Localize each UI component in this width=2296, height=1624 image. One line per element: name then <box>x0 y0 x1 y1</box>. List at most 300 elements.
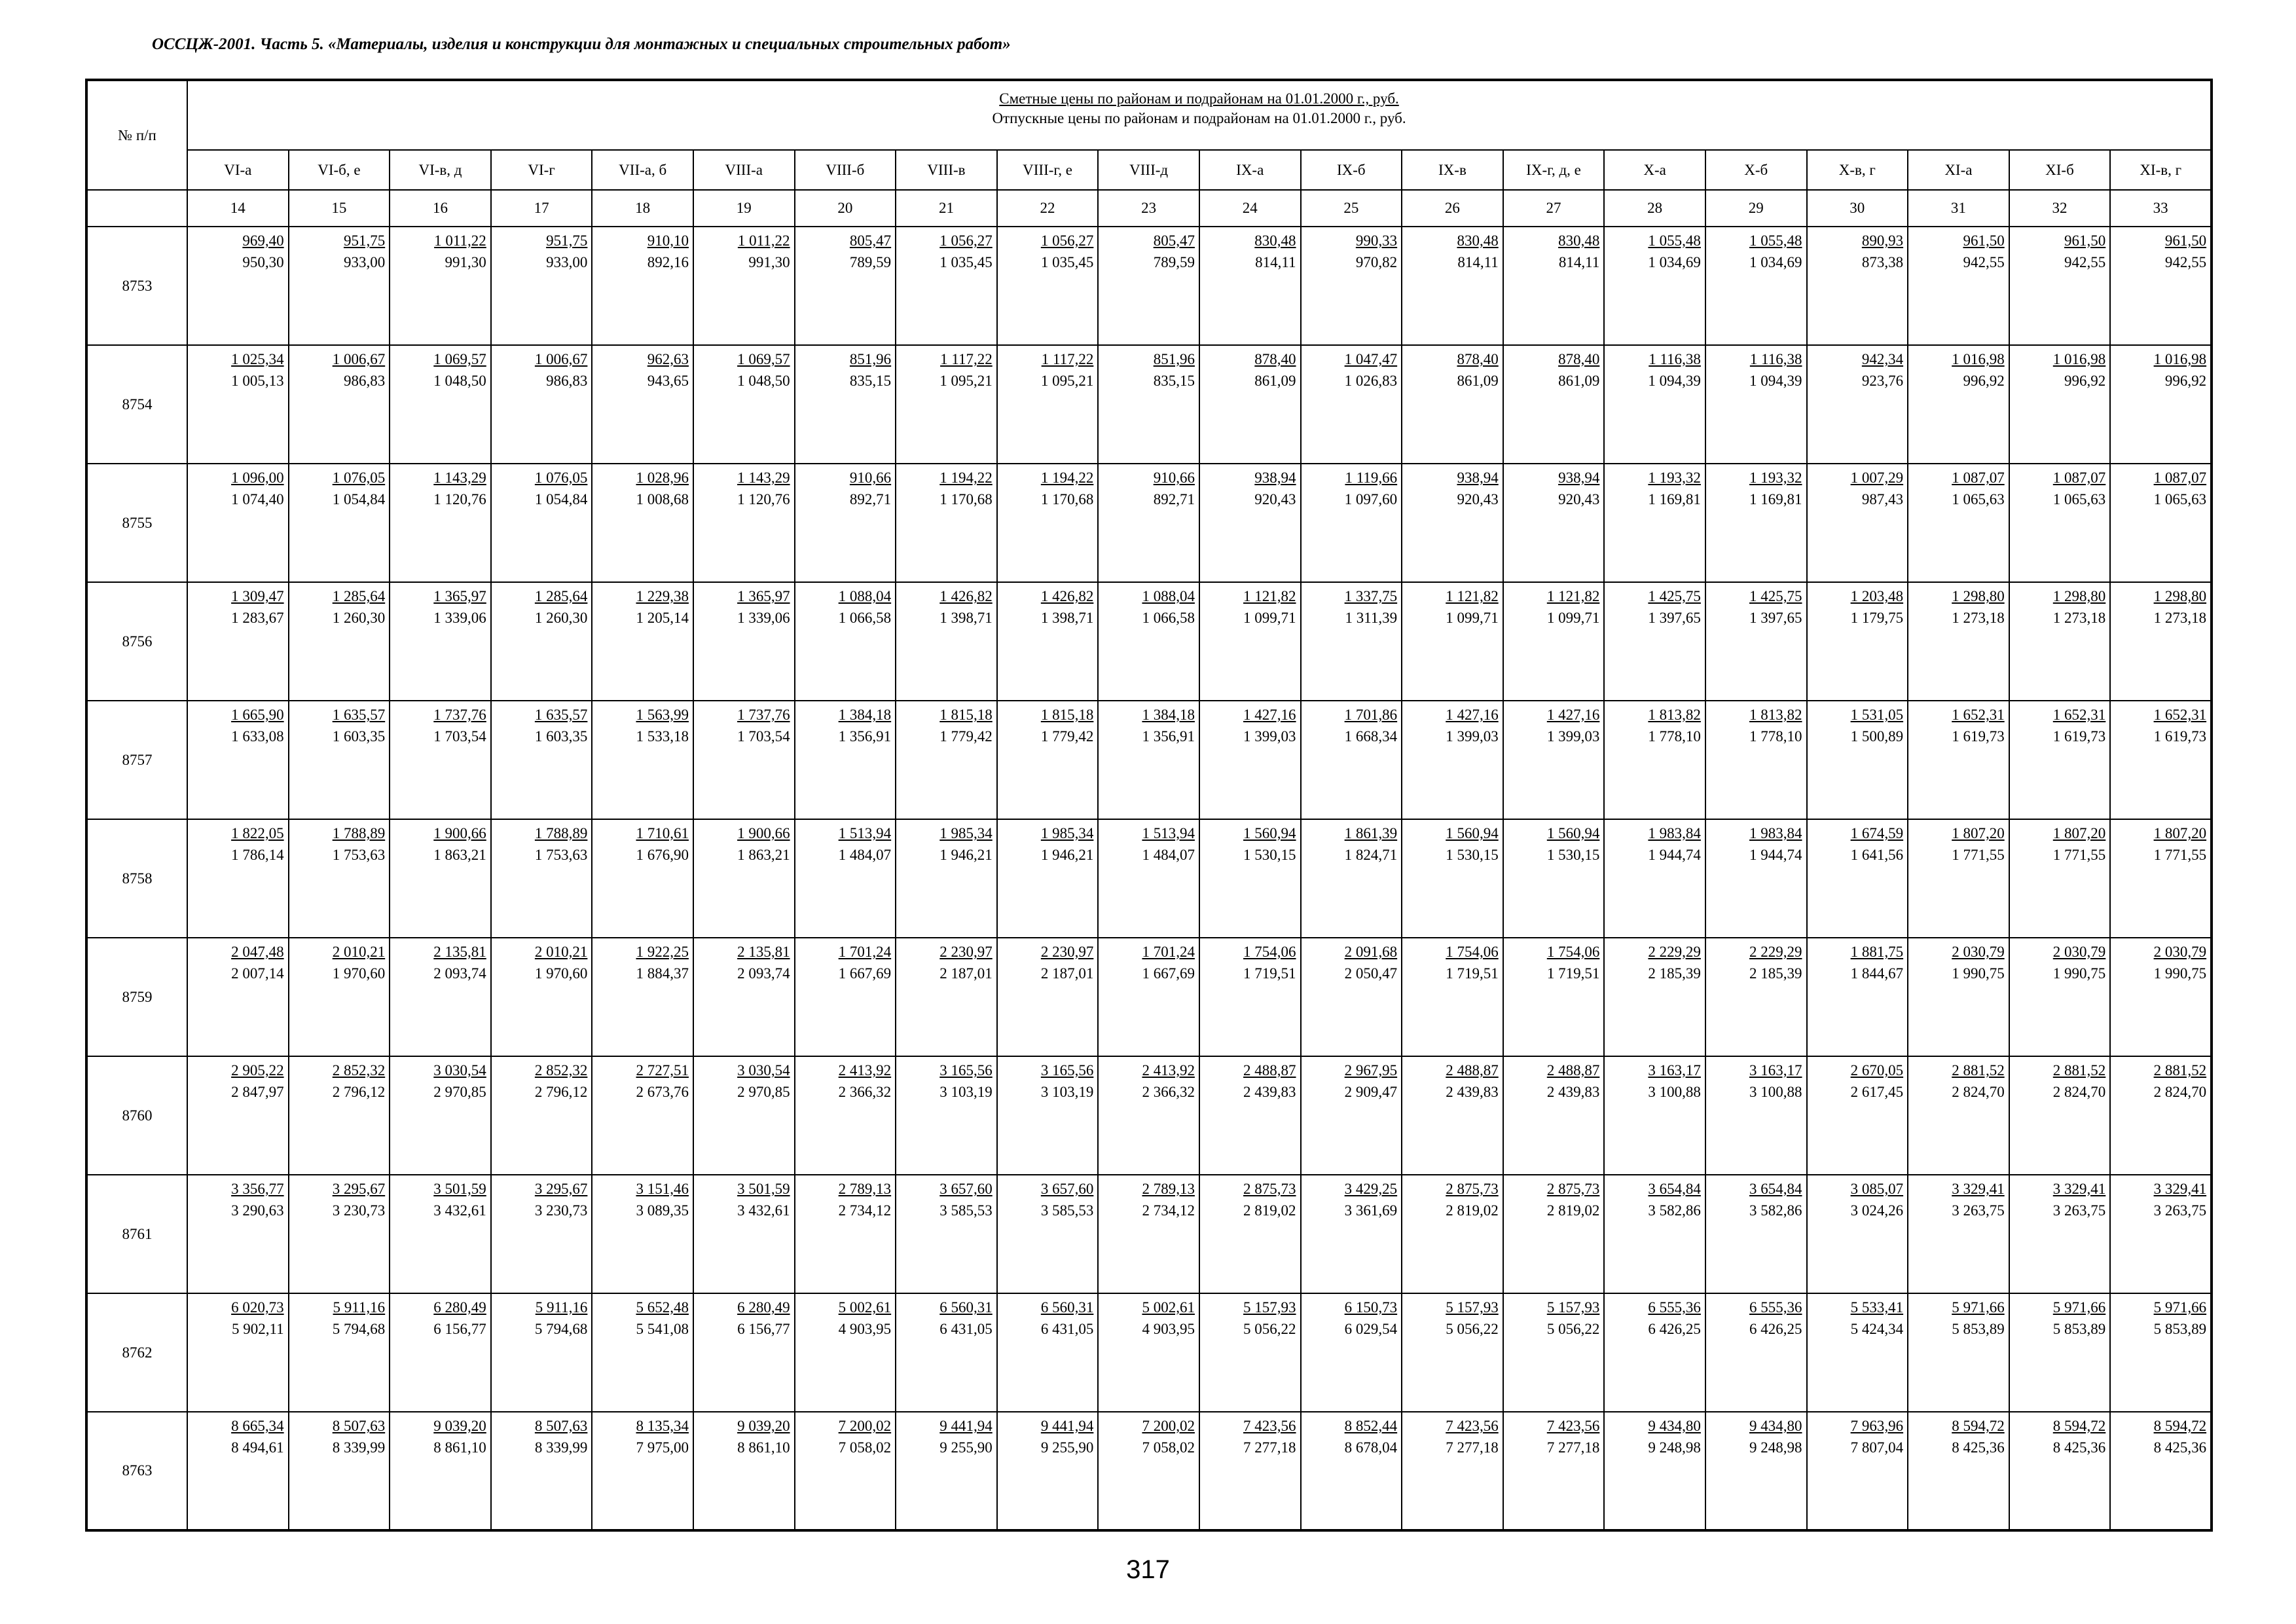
estimate-price: 7 423,56 <box>1546 1418 1600 1434</box>
estimate-price: 1 674,59 <box>1850 825 1904 841</box>
estimate-price: 938,94 <box>1254 470 1296 486</box>
price-cell <box>1301 582 1402 701</box>
price-cell <box>896 582 997 701</box>
price-cell <box>693 1293 795 1412</box>
estimate-price: 2 030,79 <box>1952 944 2005 960</box>
price-cell <box>187 701 289 819</box>
estimate-price: 8 594,72 <box>1952 1418 2005 1434</box>
price-cell <box>289 227 390 345</box>
price-cell <box>1301 701 1402 819</box>
release-price: 2 819,02 <box>1446 1202 1499 1219</box>
estimate-price: 3 085,07 <box>1850 1181 1904 1197</box>
estimate-price: 3 429,25 <box>1344 1181 1398 1197</box>
column-number: 32 <box>2009 190 2111 227</box>
price-cell <box>1705 701 1807 819</box>
price-cell <box>997 1175 1099 1293</box>
estimate-price: 2 488,87 <box>1546 1062 1600 1079</box>
district-header: IX-б <box>1301 150 1402 190</box>
price-cell <box>1402 582 1503 701</box>
price-cell <box>592 345 693 464</box>
estimate-price: 1 822,05 <box>231 825 284 841</box>
price-cell <box>1301 1175 1402 1293</box>
estimate-price: 1 229,38 <box>636 588 689 604</box>
release-price: 1 397,65 <box>1648 610 1701 627</box>
release-price: 2 439,83 <box>1243 1084 1296 1101</box>
release-price: 1 771,55 <box>2052 847 2106 864</box>
release-price: 5 853,89 <box>2052 1321 2106 1338</box>
estimate-price: 2 881,52 <box>1952 1062 2005 1079</box>
release-price: 2 185,39 <box>1648 965 1701 982</box>
price-cell <box>1098 227 1199 345</box>
estimate-price: 2 091,68 <box>1344 944 1398 960</box>
release-price: 9 248,98 <box>1749 1439 1802 1456</box>
estimate-price: 6 555,36 <box>1749 1299 1802 1316</box>
price-cell <box>2009 582 2111 701</box>
release-price: 950,30 <box>242 254 284 271</box>
release-price: 873,38 <box>1861 254 1904 271</box>
price-cell <box>1503 227 1605 345</box>
price-cell <box>289 1412 390 1530</box>
price-cell <box>1402 227 1503 345</box>
release-price: 1 946,21 <box>939 847 993 864</box>
estimate-price: 8 665,34 <box>231 1418 284 1434</box>
release-price: 9 255,90 <box>939 1439 993 1456</box>
price-cell <box>1503 345 1605 464</box>
release-price: 1 066,58 <box>1142 610 1195 627</box>
estimate-price: 962,63 <box>647 351 689 367</box>
estimate-price: 2 875,73 <box>1243 1181 1296 1197</box>
price-cell <box>896 1056 997 1175</box>
release-price: 1 603,35 <box>332 728 386 745</box>
release-price: 1 095,21 <box>1040 373 1094 390</box>
release-price: 1 863,21 <box>433 847 486 864</box>
price-cell <box>997 819 1099 938</box>
price-cell <box>390 701 491 819</box>
estimate-price: 1 056,27 <box>1040 232 1094 249</box>
price-cell <box>592 582 693 701</box>
price-cell <box>1503 464 1605 582</box>
release-price: 923,76 <box>1861 373 1904 390</box>
estimate-price: 1 652,31 <box>2052 707 2106 723</box>
estimate-price: 890,93 <box>1861 232 1904 249</box>
district-header: VII-а, б <box>592 150 693 190</box>
release-price: 2 734,12 <box>1142 1202 1195 1219</box>
price-cell <box>187 819 289 938</box>
estimate-price: 961,50 <box>1963 232 2005 249</box>
estimate-price: 1 119,66 <box>1345 470 1398 486</box>
estimate-price: 3 654,84 <box>1749 1181 1802 1197</box>
estimate-price: 878,40 <box>1457 351 1499 367</box>
estimate-price: 1 121,82 <box>1446 588 1499 604</box>
release-price: 1 397,65 <box>1749 610 1802 627</box>
release-price: 1 169,81 <box>1648 491 1701 508</box>
estimate-price: 1 384,18 <box>1142 707 1195 723</box>
release-price: 892,71 <box>849 491 892 508</box>
estimate-price: 1 087,07 <box>2153 470 2207 486</box>
price-cell <box>1705 1175 1807 1293</box>
release-price: 2 366,32 <box>1142 1084 1195 1101</box>
release-price: 1 099,71 <box>1446 610 1499 627</box>
release-price: 814,11 <box>1558 254 1600 271</box>
estimate-price: 5 157,93 <box>1446 1299 1499 1316</box>
price-cell <box>592 1056 693 1175</box>
column-number-empty <box>86 190 187 227</box>
estimate-price: 1 016,98 <box>2153 351 2207 367</box>
release-price: 1 667,69 <box>838 965 892 982</box>
price-cell <box>1807 1056 1908 1175</box>
price-cell <box>1604 345 1705 464</box>
price-cell <box>1402 464 1503 582</box>
price-cell <box>1604 938 1705 1056</box>
estimate-price: 951,75 <box>546 232 588 249</box>
estimate-price: 1 427,16 <box>1546 707 1600 723</box>
price-cell <box>1604 1412 1705 1530</box>
price-cell <box>187 1412 289 1530</box>
release-price: 1 641,56 <box>1850 847 1904 864</box>
price-cell <box>1604 1293 1705 1412</box>
estimate-price: 2 229,29 <box>1749 944 1802 960</box>
release-price: 8 861,10 <box>737 1439 790 1456</box>
estimate-price: 1 025,34 <box>231 351 284 367</box>
release-price: 3 089,35 <box>636 1202 689 1219</box>
release-price: 1 530,15 <box>1243 847 1296 864</box>
estimate-price: 1 194,22 <box>1040 470 1094 486</box>
release-price: 933,00 <box>343 254 386 271</box>
estimate-price: 2 875,73 <box>1546 1181 1600 1197</box>
release-price: 1 034,69 <box>1749 254 1802 271</box>
estimate-price: 1 788,89 <box>534 825 588 841</box>
estimate-price: 2 135,81 <box>433 944 486 960</box>
district-header: XI-б <box>2009 150 2111 190</box>
price-cell <box>592 701 693 819</box>
release-price: 1 048,50 <box>433 373 486 390</box>
estimate-price: 1 665,90 <box>231 707 284 723</box>
release-price: 5 794,68 <box>534 1321 588 1338</box>
price-cell <box>997 938 1099 1056</box>
release-price: 1 399,03 <box>1546 728 1600 745</box>
estimate-price: 3 329,41 <box>2153 1181 2207 1197</box>
release-price: 3 582,86 <box>1648 1202 1701 1219</box>
estimate-price: 1 337,75 <box>1344 588 1398 604</box>
estimate-price: 3 151,46 <box>636 1181 689 1197</box>
estimate-price: 1 076,05 <box>534 470 588 486</box>
price-cell <box>1301 1412 1402 1530</box>
price-cell <box>693 227 795 345</box>
price-cell <box>1301 1056 1402 1175</box>
release-price: 1 283,67 <box>231 610 284 627</box>
price-cell <box>795 464 896 582</box>
estimate-price: 1 807,20 <box>2052 825 2106 841</box>
column-number: 22 <box>997 190 1099 227</box>
release-price: 1 169,81 <box>1749 491 1802 508</box>
estimate-price: 1 087,07 <box>1952 470 2005 486</box>
release-price: 2 970,85 <box>433 1084 486 1101</box>
estimate-price: 6 555,36 <box>1648 1299 1701 1316</box>
estimate-price: 2 413,92 <box>838 1062 892 1079</box>
release-price: 861,09 <box>1558 373 1600 390</box>
estimate-price: 5 911,16 <box>333 1299 386 1316</box>
price-cell <box>1908 1175 2009 1293</box>
table-header-row <box>86 80 2212 150</box>
row-number: 8763 <box>86 1412 187 1530</box>
release-price: 2 824,70 <box>1952 1084 2005 1101</box>
price-cell <box>592 1175 693 1293</box>
release-price: 1 619,73 <box>1952 728 2005 745</box>
column-number: 15 <box>289 190 390 227</box>
release-price: 8 339,99 <box>534 1439 588 1456</box>
row-number: 8757 <box>86 701 187 819</box>
estimate-price: 1 861,39 <box>1344 825 1398 841</box>
price-cell <box>1604 819 1705 938</box>
estimate-price: 1 881,75 <box>1850 944 1904 960</box>
price-cell <box>390 938 491 1056</box>
estimate-price: 1 754,06 <box>1446 944 1499 960</box>
price-cell <box>592 1293 693 1412</box>
district-header: X-в, г <box>1807 150 1908 190</box>
release-price: 920,43 <box>1254 491 1296 508</box>
estimate-price: 3 501,59 <box>737 1181 790 1197</box>
estimate-price: 8 852,44 <box>1344 1418 1398 1434</box>
estimate-price: 1 560,94 <box>1446 825 1499 841</box>
estimate-price: 3 329,41 <box>1952 1181 2005 1197</box>
estimate-price: 5 157,93 <box>1243 1299 1296 1316</box>
estimate-price: 990,33 <box>1355 232 1398 249</box>
price-cell <box>491 819 592 938</box>
price-cell <box>1908 701 2009 819</box>
release-price: 1 094,39 <box>1648 373 1701 390</box>
release-price: 7 807,04 <box>1850 1439 1904 1456</box>
price-cell <box>693 938 795 1056</box>
release-price: 7 975,00 <box>636 1439 689 1456</box>
table-row <box>86 701 2212 819</box>
row-number: 8760 <box>86 1056 187 1175</box>
estimate-price: 1 985,34 <box>939 825 993 841</box>
release-price: 1 034,69 <box>1648 254 1701 271</box>
estimate-price: 9 039,20 <box>737 1418 790 1434</box>
estimate-price: 1 365,97 <box>737 588 790 604</box>
estimate-price: 851,96 <box>1153 351 1195 367</box>
price-cell <box>896 1293 997 1412</box>
release-price: 9 248,98 <box>1648 1439 1701 1456</box>
estimate-price: 1 285,64 <box>534 588 588 604</box>
release-price: 1 048,50 <box>737 373 790 390</box>
estimate-price: 1 056,27 <box>939 232 993 249</box>
release-price: 996,92 <box>2064 373 2106 390</box>
price-cell <box>1604 227 1705 345</box>
price-cell <box>1908 819 2009 938</box>
release-price: 8 425,36 <box>1952 1439 2005 1456</box>
price-cell <box>1402 1412 1503 1530</box>
release-price: 1 500,89 <box>1850 728 1904 745</box>
estimate-price: 2 789,13 <box>838 1181 892 1197</box>
row-number: 8761 <box>86 1175 187 1293</box>
estimate-price: 1 076,05 <box>332 470 386 486</box>
estimate-price: 1 121,82 <box>1546 588 1600 604</box>
release-price: 3 024,26 <box>1850 1202 1904 1219</box>
price-cell <box>1199 938 1301 1056</box>
estimate-price: 8 507,63 <box>332 1418 386 1434</box>
price-cell <box>997 701 1099 819</box>
release-price: 1 990,75 <box>1952 965 2005 982</box>
estimate-price: 3 295,67 <box>534 1181 588 1197</box>
release-price: 920,43 <box>1457 491 1499 508</box>
price-cell <box>289 1175 390 1293</box>
estimate-price: 1 116,38 <box>1749 351 1802 367</box>
estimate-price: 2 030,79 <box>2052 944 2106 960</box>
release-price: 1 884,37 <box>636 965 689 982</box>
estimate-price: 2 488,87 <box>1446 1062 1499 1079</box>
column-number: 26 <box>1402 190 1503 227</box>
release-price: 2 796,12 <box>534 1084 588 1101</box>
row-number: 8758 <box>86 819 187 938</box>
release-price: 1 005,13 <box>231 373 284 390</box>
price-cell <box>2009 701 2111 819</box>
estimate-price: 1 788,89 <box>332 825 386 841</box>
column-number: 31 <box>1908 190 2009 227</box>
price-cell <box>2110 345 2212 464</box>
estimate-price: 1 016,98 <box>1952 351 2005 367</box>
estimate-price: 1 028,96 <box>636 470 689 486</box>
price-cell <box>1402 819 1503 938</box>
price-cell <box>1402 701 1503 819</box>
district-header: VI-в, д <box>390 150 491 190</box>
price-cell <box>795 819 896 938</box>
price-cell <box>1807 1293 1908 1412</box>
estimate-price: 1 652,31 <box>1952 707 2005 723</box>
estimate-price: 3 501,59 <box>433 1181 486 1197</box>
row-number: 8754 <box>86 345 187 464</box>
estimate-price: 3 657,60 <box>939 1181 993 1197</box>
price-cell <box>2009 938 2111 1056</box>
price-cell <box>390 1412 491 1530</box>
release-price: 1 065,63 <box>2153 491 2207 508</box>
table-row <box>86 1412 2212 1530</box>
price-cell <box>896 227 997 345</box>
estimate-price: 1 309,47 <box>231 588 284 604</box>
estimate-price: 1 117,22 <box>940 351 993 367</box>
estimate-price: 1 701,24 <box>838 944 892 960</box>
price-cell <box>491 1175 592 1293</box>
estimate-price: 1 427,16 <box>1243 707 1296 723</box>
price-cell <box>1807 1175 1908 1293</box>
price-cell <box>1098 701 1199 819</box>
estimate-price: 3 030,54 <box>737 1062 790 1079</box>
price-cell <box>1705 819 1807 938</box>
estimate-price: 2 852,32 <box>332 1062 386 1079</box>
estimate-price: 1 754,06 <box>1243 944 1296 960</box>
district-header: X-а <box>1604 150 1705 190</box>
estimate-price: 878,40 <box>1558 351 1600 367</box>
release-price: 2 617,45 <box>1850 1084 1904 1101</box>
release-price: 1 484,07 <box>838 847 892 864</box>
price-cell <box>491 582 592 701</box>
release-price: 2 093,74 <box>737 965 790 982</box>
release-price: 991,30 <box>445 254 486 271</box>
column-number: 20 <box>795 190 896 227</box>
release-price: 1 533,18 <box>636 728 689 745</box>
row-number: 8755 <box>86 464 187 582</box>
estimate-price: 3 163,17 <box>1749 1062 1802 1079</box>
price-cell <box>491 1056 592 1175</box>
release-price: 1 099,71 <box>1243 610 1296 627</box>
release-price: 8 861,10 <box>433 1439 486 1456</box>
estimate-price: 1 096,00 <box>231 470 284 486</box>
price-cell <box>1199 464 1301 582</box>
release-price: 1 719,51 <box>1446 965 1499 982</box>
release-price: 1 719,51 <box>1243 965 1296 982</box>
release-price: 835,15 <box>849 373 892 390</box>
estimate-price: 6 020,73 <box>231 1299 284 1316</box>
estimate-price: 2 905,22 <box>231 1062 284 1079</box>
release-price: 2 734,12 <box>838 1202 892 1219</box>
price-cell <box>1604 1056 1705 1175</box>
estimate-price: 2 030,79 <box>2153 944 2207 960</box>
estimate-price: 805,47 <box>1153 232 1195 249</box>
district-header: VIII-г, е <box>997 150 1099 190</box>
estimate-price-title: Сметные цены по районам и подрайонам на 01.01.2000 г., руб. <box>999 90 1399 107</box>
price-cell <box>1604 582 1705 701</box>
estimate-price: 938,94 <box>1457 470 1499 486</box>
price-cell <box>693 1175 795 1293</box>
release-price: 1 786,14 <box>231 847 284 864</box>
release-price: 1 273,18 <box>2153 610 2207 627</box>
price-cell <box>1199 1175 1301 1293</box>
price-cell <box>491 227 592 345</box>
release-price: 920,43 <box>1558 491 1600 508</box>
release-price: 4 903,95 <box>838 1321 892 1338</box>
price-cell <box>1503 1412 1605 1530</box>
estimate-price: 961,50 <box>2064 232 2106 249</box>
release-price: 3 290,63 <box>231 1202 284 1219</box>
estimate-price: 7 200,02 <box>838 1418 892 1434</box>
price-cell <box>187 1056 289 1175</box>
release-price: 1 094,39 <box>1749 373 1802 390</box>
estimate-price: 1 088,04 <box>1142 588 1195 604</box>
release-price: 1 260,30 <box>534 610 588 627</box>
price-cell <box>491 1293 592 1412</box>
price-cell <box>1807 345 1908 464</box>
release-price: 2 187,01 <box>939 965 993 982</box>
price-cell <box>2110 1056 2212 1175</box>
estimate-price: 2 135,81 <box>737 944 790 960</box>
price-cell <box>390 1175 491 1293</box>
release-price: 942,55 <box>2164 254 2207 271</box>
price-cell <box>390 1056 491 1175</box>
release-price: 1 054,84 <box>534 491 588 508</box>
price-cell <box>1503 1056 1605 1175</box>
release-price: 2 366,32 <box>838 1084 892 1101</box>
column-number: 17 <box>491 190 592 227</box>
release-price: 5 541,08 <box>636 1321 689 1338</box>
release-price: 1 753,63 <box>332 847 386 864</box>
price-cell <box>1098 582 1199 701</box>
release-price: 6 431,05 <box>1040 1321 1094 1338</box>
price-cell <box>592 819 693 938</box>
estimate-price: 2 670,05 <box>1850 1062 1904 1079</box>
release-price: 1 990,75 <box>2052 965 2106 982</box>
release-price: 1 863,21 <box>737 847 790 864</box>
price-cell <box>592 227 693 345</box>
release-price: 1 771,55 <box>2153 847 2207 864</box>
column-number: 16 <box>390 190 491 227</box>
release-price: 2 824,70 <box>2153 1084 2207 1101</box>
release-price: 7 277,18 <box>1546 1439 1600 1456</box>
price-cell <box>2110 1412 2212 1530</box>
price-cell <box>1807 938 1908 1056</box>
estimate-price: 1 560,94 <box>1546 825 1600 841</box>
estimate-price: 1 425,75 <box>1648 588 1701 604</box>
release-price: 2 909,47 <box>1344 1084 1398 1101</box>
